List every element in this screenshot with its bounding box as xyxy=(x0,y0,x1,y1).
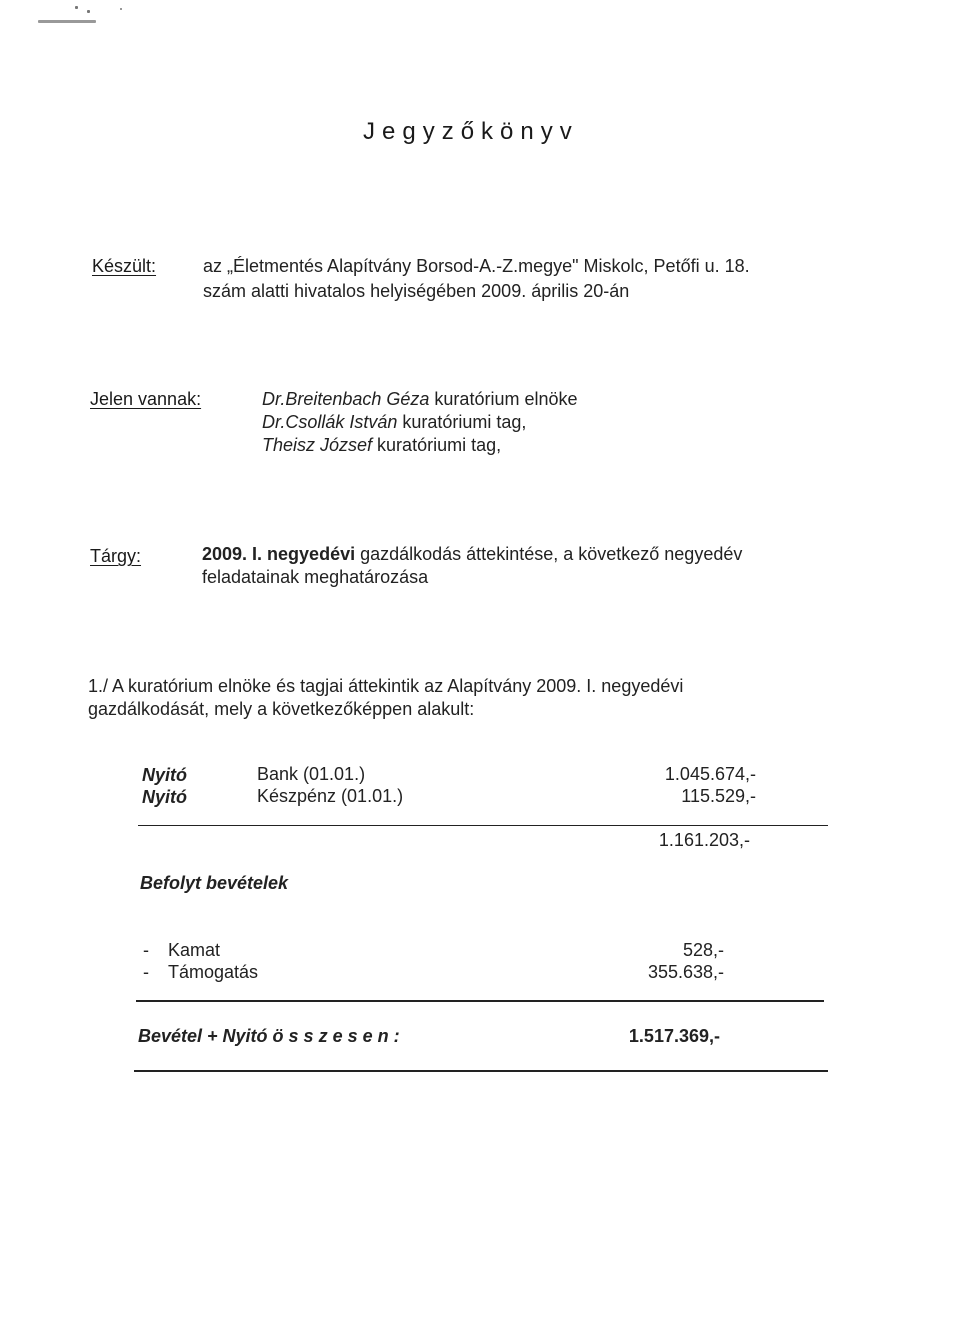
attendee-role: kuratóriumi tag, xyxy=(372,435,502,455)
income-item-dash: - xyxy=(143,940,149,960)
opening-row-amount: 1.045.674,- xyxy=(664,764,756,784)
grand-total-amount: 1.517.369,- xyxy=(628,1026,720,1046)
income-heading: Befolyt bevételek xyxy=(140,873,289,893)
targy-line-2: feladatainak meghatározása xyxy=(202,567,429,587)
attendee-role: kuratórium elnöke xyxy=(429,389,578,409)
subtotal-rule xyxy=(138,825,828,826)
targy-line-1 xyxy=(202,544,742,565)
attendee-name: Dr.Csollák István xyxy=(262,412,398,432)
keszult-line-1: az „Életmentés Alapítvány Borsod-A.-Z.megye" Miskolc, Petőfi u. 18. xyxy=(203,256,750,276)
attendee xyxy=(262,412,526,433)
scan-speck xyxy=(120,8,122,10)
income-item-amount: 528,- xyxy=(682,940,724,960)
attendee-name: Theisz József xyxy=(262,435,373,455)
income-item-label: Kamat xyxy=(168,940,221,960)
attendee-role: kuratóriumi tag, xyxy=(397,412,527,432)
opening-row-desc: Készpénz (01.01.) xyxy=(257,786,404,806)
jelen-vannak-label: Jelen vannak: xyxy=(90,389,202,409)
targy-period: 2009. I. negyedévi xyxy=(202,544,356,564)
opening-row-label: Nyitó xyxy=(142,787,187,807)
attendee-name: Dr.Breitenbach Géza xyxy=(262,389,430,409)
keszult-label: Készült: xyxy=(92,256,157,276)
document-title: Jegyzőkönyv xyxy=(363,118,579,145)
targy-subject: gazdálkodás áttekintése, a következő negyedév xyxy=(355,544,743,564)
income-rule xyxy=(136,1000,824,1002)
opening-row-amount: 115.529,- xyxy=(681,786,756,806)
opening-total-amount: 1.161.203,- xyxy=(658,830,750,850)
income-item-label: Támogatás xyxy=(168,962,259,982)
grand-total-rule xyxy=(134,1070,828,1072)
keszult-line-2: szám alatti hivatalos helyiségében 2009. április 20-án xyxy=(203,281,630,301)
scan-speck xyxy=(87,10,90,13)
targy-label: Tárgy: xyxy=(90,546,142,566)
scan-speck xyxy=(75,6,78,9)
paragraph-line-1: 1./ A kuratórium elnöke és tagjai áttekintik az Alapítvány 2009. I. negyedévi xyxy=(88,676,684,696)
scan-speck xyxy=(38,20,96,23)
opening-row-desc: Bank (01.01.) xyxy=(257,764,366,784)
income-item-amount: 355.638,- xyxy=(647,962,724,982)
attendee xyxy=(262,389,578,410)
grand-total-label: Bevétel + Nyitó ö s s z e s e n : xyxy=(138,1026,400,1046)
income-item-dash: - xyxy=(143,962,149,982)
attendee xyxy=(262,435,501,456)
paragraph-line-2: gazdálkodását, mely a következőképpen alakult: xyxy=(88,699,475,719)
opening-row-label: Nyitó xyxy=(142,765,187,785)
